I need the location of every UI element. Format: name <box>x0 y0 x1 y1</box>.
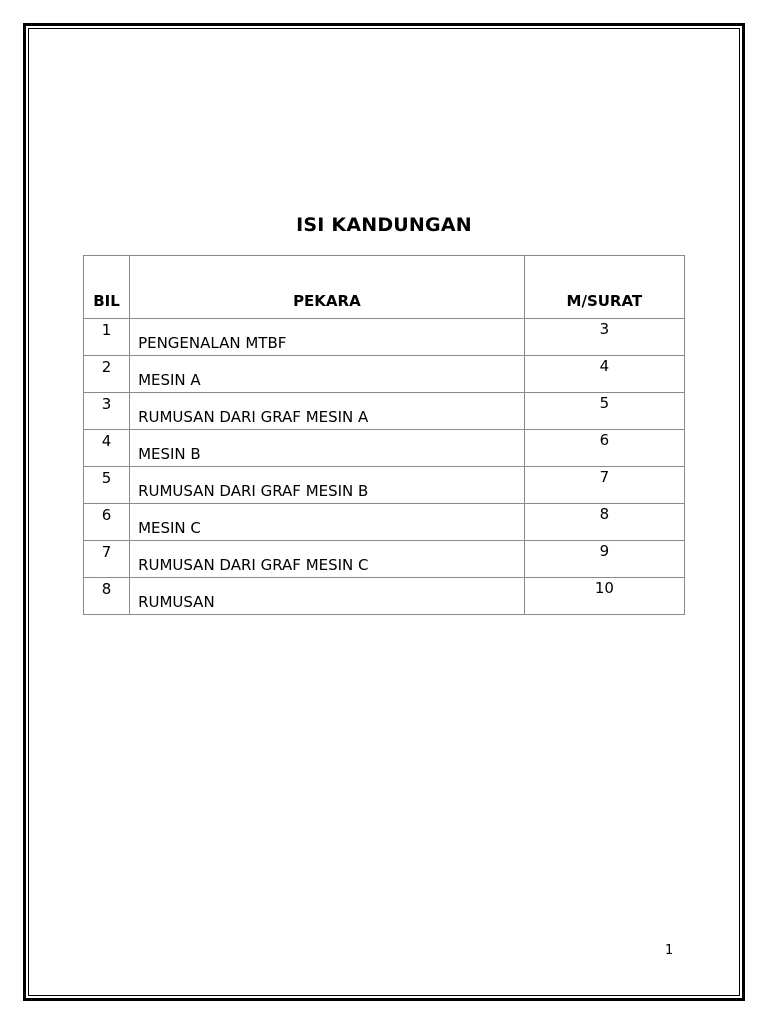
contents-table <box>83 255 685 615</box>
row-bil: 2 <box>84 356 130 393</box>
table-row <box>84 541 685 578</box>
table-header-row <box>84 256 685 319</box>
row-msurat: 6 <box>524 430 684 467</box>
row-pekara: MESIN B <box>130 430 525 467</box>
row-pekara: RUMUSAN DARI GRAF MESIN A <box>130 393 525 430</box>
row-bil: 6 <box>84 504 130 541</box>
row-msurat: 5 <box>524 393 684 430</box>
row-msurat: 8 <box>524 504 684 541</box>
header-bil: BIL <box>84 256 130 319</box>
row-pekara: MESIN C <box>130 504 525 541</box>
table-row <box>84 467 685 504</box>
row-msurat: 3 <box>524 319 684 356</box>
row-pekara: MESIN A <box>130 356 525 393</box>
row-pekara: PENGENALAN MTBF <box>130 319 525 356</box>
table-row <box>84 430 685 467</box>
row-msurat: 7 <box>524 467 684 504</box>
header-msurat: M/SURAT <box>524 256 684 319</box>
table-row <box>84 319 685 356</box>
table-row <box>84 356 685 393</box>
row-bil: 4 <box>84 430 130 467</box>
header-pekara: PEKARA <box>130 256 525 319</box>
row-bil: 8 <box>84 578 130 615</box>
row-bil: 3 <box>84 393 130 430</box>
row-pekara: RUMUSAN DARI GRAF MESIN B <box>130 467 525 504</box>
row-msurat: 10 <box>524 578 684 615</box>
row-bil: 5 <box>84 467 130 504</box>
row-pekara: RUMUSAN DARI GRAF MESIN C <box>130 541 525 578</box>
row-msurat: 9 <box>524 541 684 578</box>
row-bil: 1 <box>84 319 130 356</box>
table-row <box>84 393 685 430</box>
row-msurat: 4 <box>524 356 684 393</box>
table-row <box>84 578 685 615</box>
page-number: 1 <box>665 943 674 958</box>
page-title: ISI KANDUNGAN <box>296 214 472 236</box>
table-row <box>84 504 685 541</box>
row-pekara: RUMUSAN <box>130 578 525 615</box>
row-bil: 7 <box>84 541 130 578</box>
